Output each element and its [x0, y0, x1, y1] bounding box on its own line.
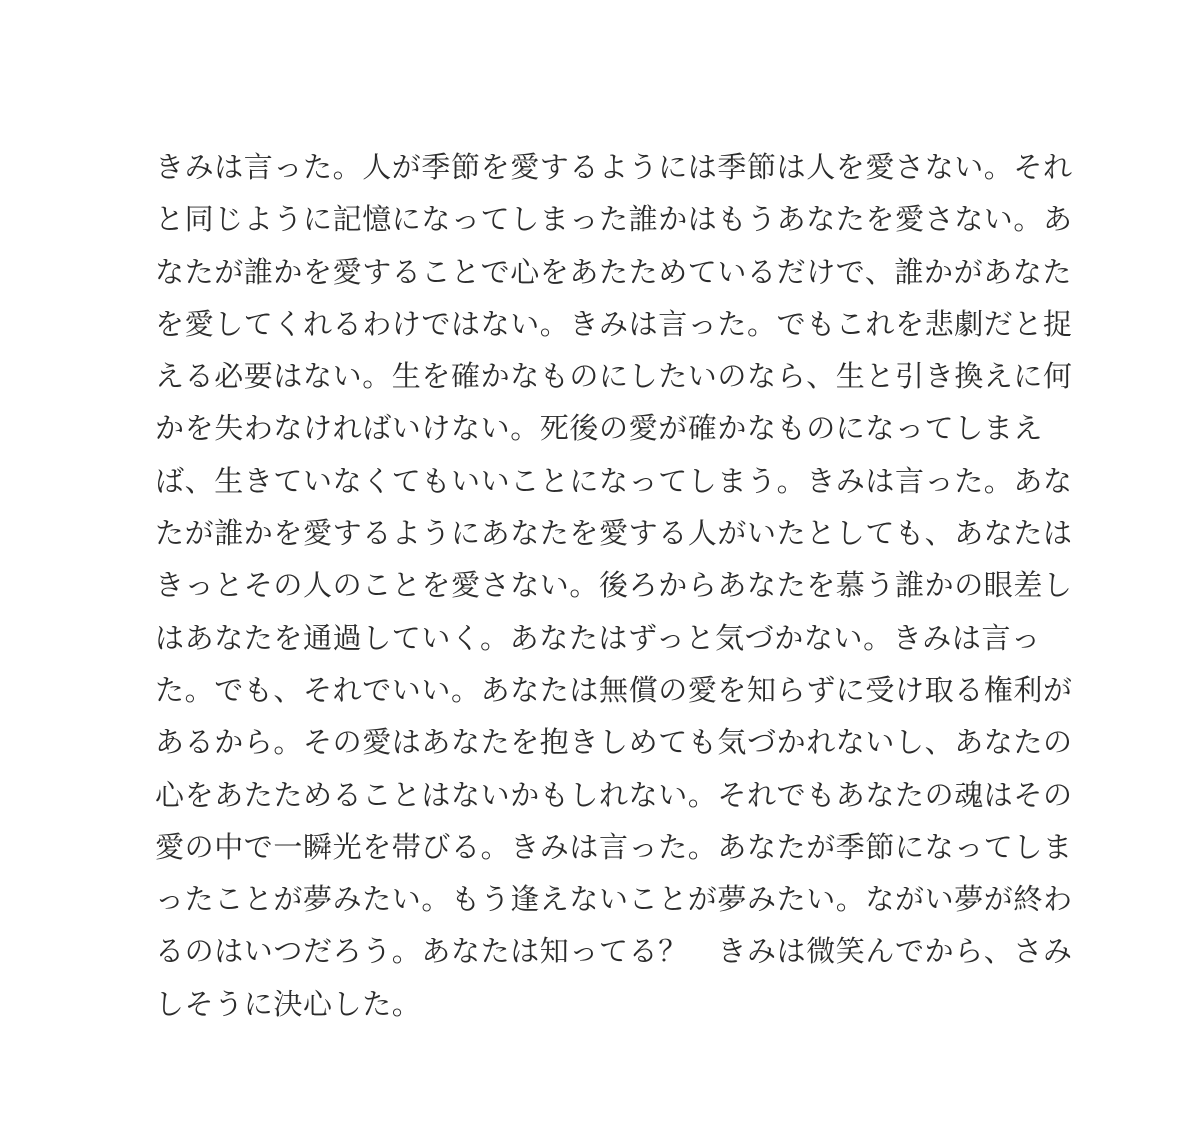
text-line-8: たが誰かを愛するようにあなたを愛する人がいたとしても、あなたは — [155, 516, 1073, 551]
text-line-17: しそうに決心した。 — [155, 986, 422, 1021]
text-line-16: るのはいつだろう。あなたは知ってる？ きみは微笑んでから、さみ — [155, 934, 1073, 969]
text-line-6: かを失わなければいけない。死後の愛が確かなものになってしまえ — [155, 411, 1044, 446]
text-line-9: きっとその人のことを愛さない。後ろからあなたを慕う誰かの眼差し — [155, 568, 1073, 603]
text-line-1: きみは言った。人が季節を愛するようには季節は人を愛さない。それ — [155, 150, 1073, 184]
text-line-15: ったことが夢みたい。もう逢えないことが夢みたい。ながい夢が終わ — [155, 882, 1073, 917]
text-line-4: を愛してくれるわけではない。きみは言った。でもこれを悲劇だと捉 — [155, 306, 1073, 341]
text-line-3: なたが誰かを愛することで心をあたためているだけで、誰かがあなた — [155, 254, 1073, 289]
prose-paragraph — [155, 141, 1073, 1030]
text-line-13: 心をあたためることはないかもしれない。それでもあなたの魂はその — [155, 777, 1073, 812]
text-line-11: た。でも、それでいい。あなたは無償の愛を知らずに受け取る権利が — [155, 672, 1073, 707]
text-line-2: と同じように記憶になってしまった誰かはもうあなたを愛さない。あ — [155, 202, 1073, 237]
text-line-10: はあなたを通過していく。あなたはずっと気づかない。きみは言っ — [155, 620, 1041, 655]
text-line-14: 愛の中で一瞬光を帯びる。きみは言った。あなたが季節になってしま — [155, 829, 1073, 864]
text-line-7: ば、生きていなくてもいいことになってしまう。きみは言った。あな — [155, 463, 1073, 498]
text-line-12: あるから。その愛はあなたを抱きしめても気づかれないし、あなたの — [155, 725, 1073, 760]
text-line-5: える必要はない。生を確かなものにしたいのなら、生と引き換えに何 — [155, 359, 1073, 394]
